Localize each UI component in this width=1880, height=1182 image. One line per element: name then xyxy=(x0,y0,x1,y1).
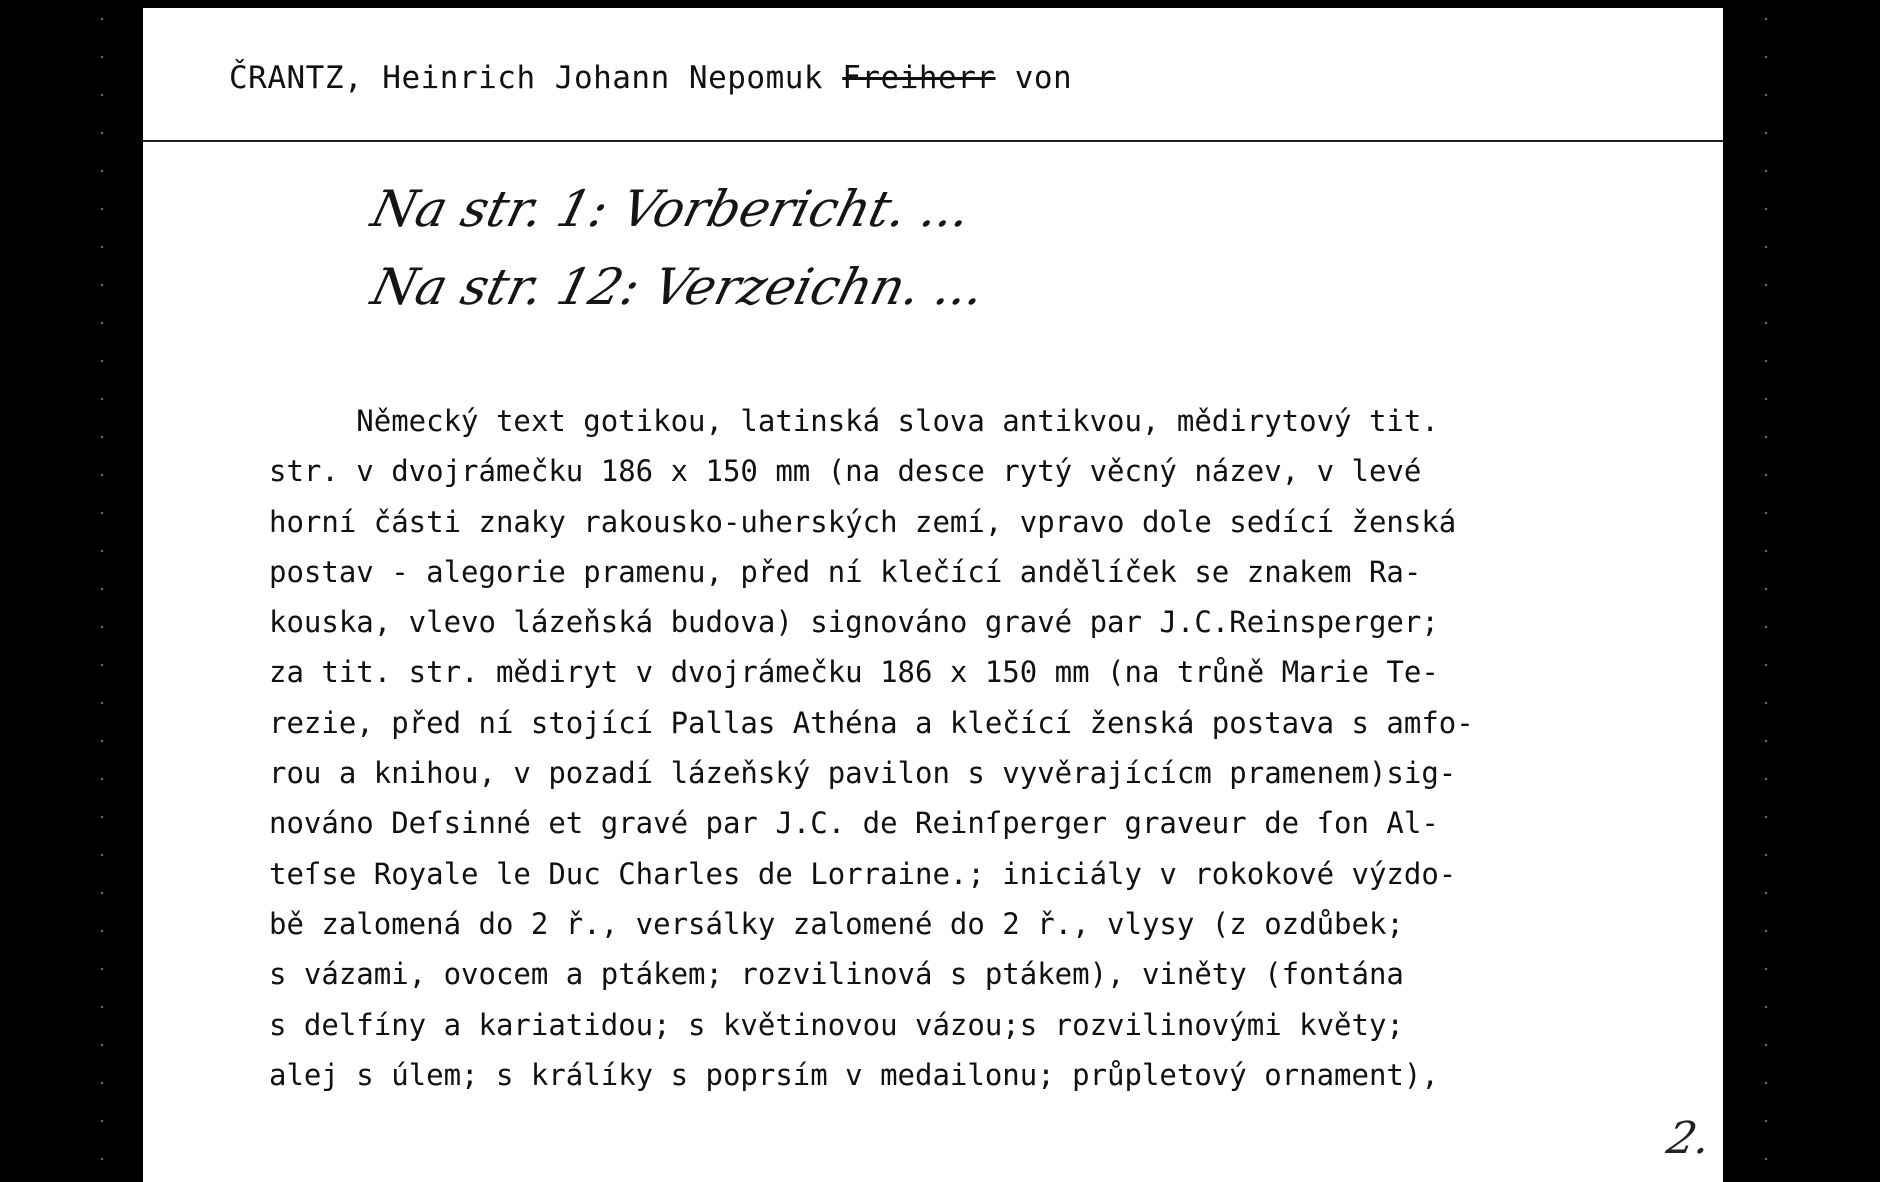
catalog-card xyxy=(143,8,1723,1182)
body-line: nováno Deſsinné et gravé par J.C. de Reinſperger graveur de ſon Al- xyxy=(269,806,1439,841)
handwritten-note-1: Na str. 1: Vorbericht. ... xyxy=(365,180,977,238)
heading-rule xyxy=(143,140,1723,142)
heading-name: ČRANTZ, Heinrich Johann Nepomuk xyxy=(229,60,843,96)
body-line: bě zalomená do 2 ř., versálky zalomené do 2 ř., vlysy (z ozdůbek; xyxy=(269,906,1404,941)
body-line: rou a knihou, v pozadí lázeňský pavilon s vyvěrajícícm pramenem)sig- xyxy=(269,756,1457,791)
body-line: teſse Royale le Duc Charles de Lorraine.; iniciály v rokokové výzdo- xyxy=(269,856,1457,891)
heading-suffix: von xyxy=(995,60,1073,96)
handwritten-note-2: Na str. 12: Verzeichn. ... xyxy=(365,258,991,316)
body-line: s delfíny a kariatidou; s květinovou vázou;s rozvilinovými květy; xyxy=(269,1007,1404,1042)
body-line: horní části znaky rakousko-uherských zemí, vpravo dole sedící ženská xyxy=(269,504,1457,539)
body-line: Německý text gotikou, latinská slova antikvou, mědirytový tit. xyxy=(269,404,1439,438)
left-scan-edge xyxy=(100,0,104,1182)
description-text xyxy=(269,396,1669,1100)
body-line: str. v dvojrámečku 186 x 150 mm (na desce rytý věcný název, v levé xyxy=(269,454,1422,489)
right-scan-edge xyxy=(1764,0,1768,1182)
body-line: rezie, před ní stojící Pallas Athéna a klečící ženská postava s amfo- xyxy=(269,705,1474,740)
page-number: 2. xyxy=(1662,1113,1716,1164)
card-heading xyxy=(229,60,1072,96)
heading-struck-word: Freiherr xyxy=(842,60,996,96)
body-line: postav - alegorie pramenu, před ní klečící andělíček se znakem Ra- xyxy=(269,554,1422,589)
body-line: s vázami, ovocem a ptákem; rozvilinová s ptákem), viněty (fontána xyxy=(269,957,1404,992)
body-line: kouska, vlevo lázeňská budova) signováno gravé par J.C.Reinsperger; xyxy=(269,605,1439,640)
body-line: alej s úlem; s králíky s poprsím v medailonu; průpletový ornament), xyxy=(269,1057,1439,1092)
body-line: za tit. str. mědiryt v dvojrámečku 186 x 150 mm (na trůně Marie Te- xyxy=(269,655,1439,690)
